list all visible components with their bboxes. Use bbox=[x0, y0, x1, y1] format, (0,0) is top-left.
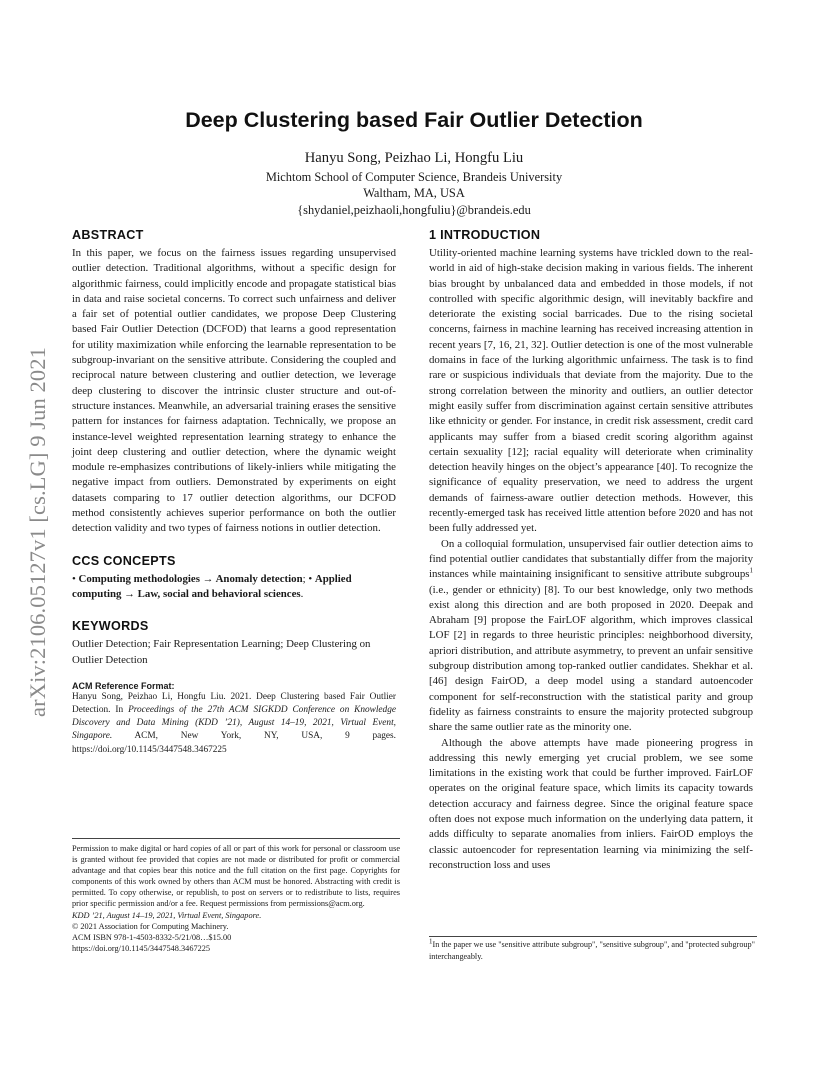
reference-format-heading: ACM Reference Format: bbox=[72, 680, 175, 691]
author-emails: {shydaniel,peizhaoli,hongfuliu}@brandeis.edu bbox=[297, 203, 531, 217]
ccs-heading: CCS CONCEPTS bbox=[72, 553, 176, 568]
introduction-section bbox=[429, 228, 753, 873]
intro-paragraph-3: Although the above attempts have made pioneering progress in addressing this newly emerging yet crucial problem, we see some limitations in the existing work that could be further improved. FairLOF operates on the original feature space, which limits its capacity towards detection accuracy and fairness degree. Since the original feature space often does not expose much information on the underlying data pattern, it adds difficulty to separate anomalies from inliers. FairOD employs the classic autoencoder for representation learning via minimizing the self-reconstruction loss and uses bbox=[429, 736, 753, 871]
reference-format-text bbox=[72, 691, 396, 757]
abstract-heading: ABSTRACT bbox=[72, 228, 144, 242]
footnote-mark: 1 bbox=[749, 566, 753, 575]
introduction-heading: 1 INTRODUCTION bbox=[429, 228, 541, 242]
keywords-heading: KEYWORDS bbox=[72, 619, 149, 634]
intro-paragraph-2 bbox=[429, 537, 753, 736]
location: Waltham, MA, USA bbox=[363, 186, 465, 200]
permission-block bbox=[72, 838, 400, 954]
reference-part-2: ACM, New York, NY, USA, 9 pages. https://doi.org/10.1145/3447548.3467225 bbox=[72, 731, 396, 755]
intro-paragraph-1: Utility-oriented machine learning systems have trickled down to the real-world in aid of high-stake decision making in various fields. The inherent bias brought by unbalanced data and embedded in those models, if not controlled with specific algorithmic design, will inevitably backfire and deteriorate the existing social barricades. Due to the rising societal concerns, fairness in machine learning has received increasing attention in recent years [7, 16, 21, 32]. Outlier detection is one of the most vulnerable domains in face of the lurking algorithmic unfairness. The task is to find rare or suspicious individuals that deviate from the majority. Due to the strong correlation between the minority and outliers, an outlier detector might easily suffer from discrimination against certain sensitive attributes like ethnicity or gender. For instance, in credit risk assessment, credit card applicants may suffer from a biased credit scoring algorithm against certain sexuality [12]; racial equality will deteriorate when criminality detection heavily hinges on the object’s appearance [40]. To recognize the significance of equality preservation, we need to address the urgent demands of fairness-aware outlier detection methods. However, this recently-emerged task has received little attention before 2020 and has not been fully addressed yet. bbox=[429, 247, 753, 535]
ccs-section bbox=[72, 554, 396, 603]
left-column bbox=[72, 228, 396, 757]
arxiv-sidebar-stamp bbox=[19, 297, 57, 767]
ccs-bullet: • bbox=[72, 572, 79, 585]
intro-p2-part-b: (i.e., gender or ethnicity) [8]. To our best knowledge, only two methods exist along this direction and are both proposed in 2020. Deepak and Abraham [9] propose the FairLOF algorithm, which improves classical LOF [2] in regards to three heuristic principles: neighborhood diversity, apriori distribution, and attribute asymmetry, to prevent an unfair sensitive subgroup distribution among top-ranked outlier candidates. Shekhar et al. [46] design FairOD, a deep model using a standard autoencoder component for self-reconstruction with the statistical parity and group fidelity as fairness constraints to ensure the majority protected subgroup share the same outlier rate as the minority one. bbox=[429, 583, 753, 734]
paper-title: Deep Clustering based Fair Outlier Detection bbox=[185, 108, 643, 132]
abstract-section bbox=[72, 228, 396, 537]
right-column bbox=[429, 228, 753, 873]
ccs-concept-1: Computing methodologies → Anomaly detection bbox=[78, 572, 303, 585]
abstract-text: In this paper, we focus on the fairness issues regarding unsupervised outlier detection. Traditional algorithms, without a specific design for algorithmic fairness, could implicitly encode and propagate statistical bias in data and raise societal concerns. To correct such unfairness and deliver a fair set of potential outlier candidates, we propose Deep Clustering based Fair Outlier Detection (DCFOD) that learns a good representation for utility maximization while enforcing the learnable representation to be subgroup-invariant on the sensitive attribute. Considering the coupled and reciprocal nature between clustering and outlier detection, we leverage deep clustering to discover the intrinsic cluster structure and out-of-structure instances. Meanwhile, an adversarial training erases the sensitive pattern for instances for fairness adaptation. Technically, we propose an instance-level weighted representation learning strategy to enhance the joint deep clustering and outlier detection, where the dynamic weight module re-emphasizes contributions of likely-inliers while mitigating the negative impact from outliers. Demonstrated by experiments on eight datasets comparing to 17 outlier detection algorithms, our DCFOD method consistently achieves superior performance on both the outlier detection validity and two types of fairness notions in outlier detection. bbox=[72, 247, 396, 535]
ccs-concepts bbox=[72, 572, 396, 603]
isbn-line: ACM ISBN 978-1-4503-8332-5/21/08…$15.00 bbox=[72, 932, 232, 942]
footnote-body: In the paper we use "sensitive attribute subgroup", "sensitive subgroup", and "protected subgroup" interchangeably. bbox=[429, 940, 755, 961]
footnote bbox=[429, 936, 757, 962]
conference-line: KDD ’21, August 14–19, 2021, Virtual Event, Singapore. bbox=[72, 910, 262, 920]
footnote-text bbox=[429, 939, 757, 962]
doi-line: https://doi.org/10.1145/3447548.3467225 bbox=[72, 943, 211, 953]
reference-part-1: Hanyu Song, Peizhao Li, Hongfu Liu. 2021. Deep Clustering based Fair Outlier Detection. In bbox=[72, 691, 396, 716]
author-list: Hanyu Song, Peizhao Li, Hongfu Liu bbox=[304, 150, 524, 166]
intro-p2-part-a: On a colloquial formulation, unsupervised fair outlier detection aims to find potential outlier candidates that substantially differ from the majority instances while maintaining insignificant to sensitive attribute subgroups bbox=[429, 537, 753, 581]
keywords-section bbox=[72, 619, 396, 668]
ccs-concept-2: Applied computing → Law, social and behavioral sciences bbox=[72, 572, 352, 600]
ccs-end: . bbox=[300, 587, 304, 600]
arxiv-identifier: arXiv:2106.05127v1 [cs.LG] 9 Jun 2021 bbox=[25, 347, 50, 717]
reference-venue: Proceedings of the 27th ACM SIGKDD Conference on Knowledge Discovery and Data Mining (KDD ’21), August 14–19, 2021, Virtual Event, Singapore. bbox=[72, 705, 396, 742]
permission-text: Permission to make digital or hard copies of all or part of this work for personal or classroom use is granted without fee provided that copies are not made or distributed for profit or commercial advantage and that copies bear this notice and the full citation on the first page. Copyrights for components of this work owned by others than ACM must be honored. Abstracting with credit is permitted. To copy otherwise, or republish, to post on servers or to redistribute to lists, requires prior specific permission and/or a fee. Request permissions from permissions@acm.org. bbox=[72, 844, 400, 909]
footnote-number: 1 bbox=[429, 937, 433, 946]
affiliation: Michtom School of Computer Science, Brandeis University bbox=[265, 170, 563, 184]
copyright-line: © 2021 Association for Computing Machinery. bbox=[72, 921, 229, 931]
ccs-separator: ; • bbox=[302, 572, 315, 585]
keywords-text: Outlier Detection; Fair Representation Learning; Deep Clustering on Outlier Detection bbox=[72, 638, 371, 666]
reference-format bbox=[72, 681, 396, 757]
